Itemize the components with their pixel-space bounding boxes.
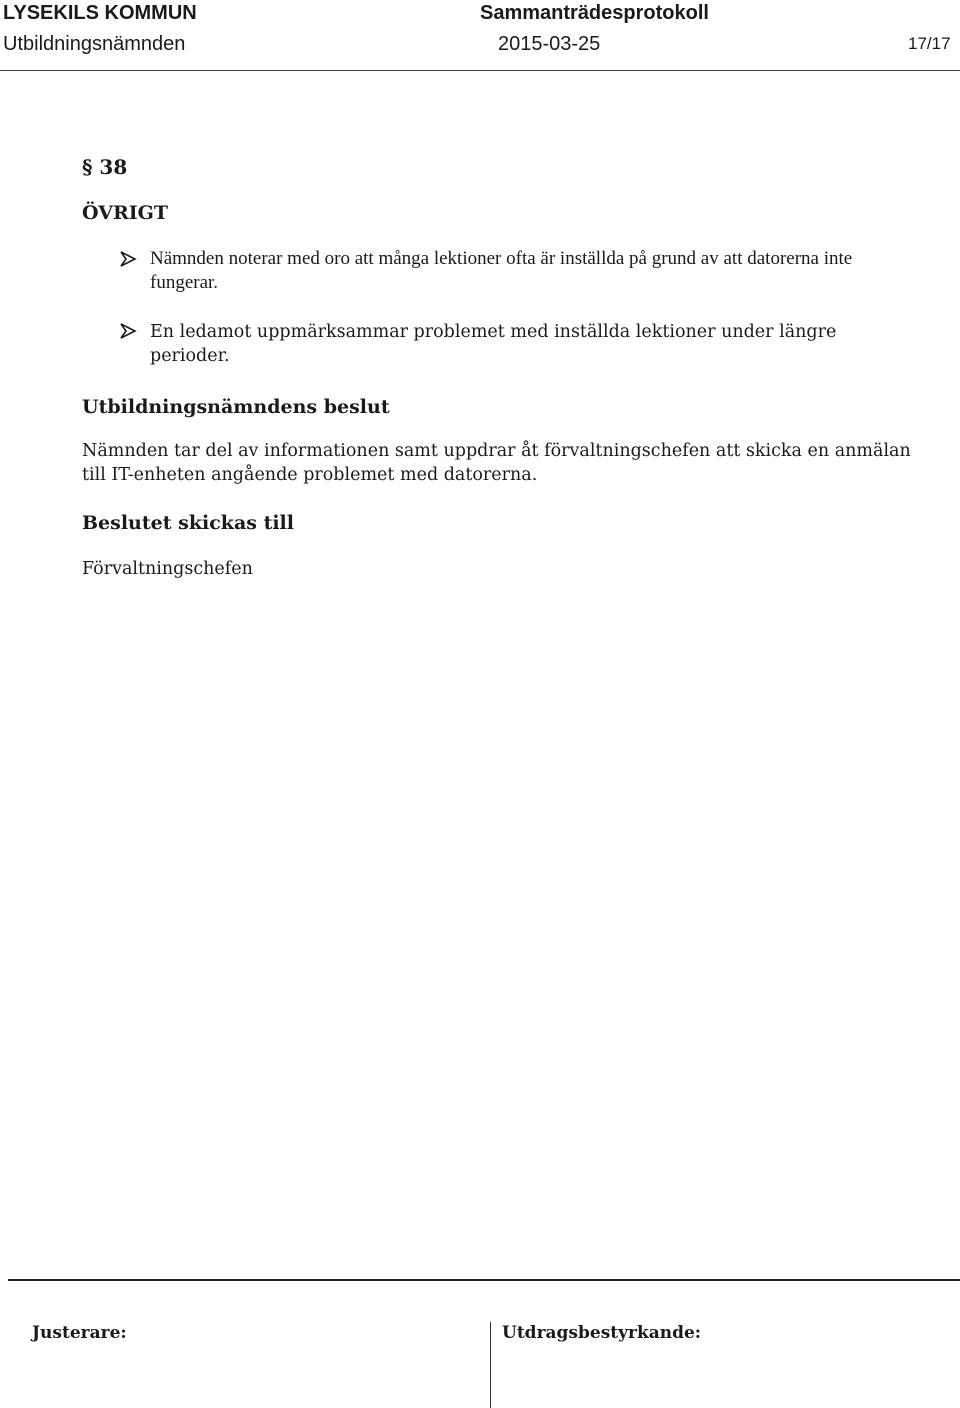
page-number: 17/17 [908,34,951,53]
footer-column-divider [490,1322,491,1408]
committee-name: Utbildningsnämnden [3,33,186,55]
sent-to-recipient: Förvaltningschefen [82,559,253,579]
organization-name: LYSEKILS KOMMUN [3,2,197,24]
document-type: Sammanträdesprotokoll [480,2,709,24]
extract-certification-label: Utdragsbestyrkande: [502,1323,702,1343]
decision-text: Nämnden tar del av informationen samt uppdrar åt förvaltningschefen att skicka en anmälan till IT-enheten angående problemet med datorerna. [82,441,911,485]
section-title: ÖVRIGT [82,202,169,224]
arrow-bullet-icon [119,250,137,268]
adjuster-label: Justerare: [32,1323,127,1343]
header-divider [0,70,960,71]
arrow-bullet-icon [119,322,137,340]
decision-heading: Utbildningsnämndens beslut [82,396,390,418]
sent-to-heading: Beslutet skickas till [82,512,294,534]
meeting-date: 2015-03-25 [498,33,601,55]
bullet-item: En ledamot uppmärksammar problemet med inställda lektioner under längre perioder. [150,322,837,366]
footer-divider [8,1279,960,1281]
bullet-item: Nämnden noterar med oro att många lektioner ofta är inställda på grund av att datorerna inte fungerar. [150,248,853,293]
section-number: § 38 [82,155,128,179]
